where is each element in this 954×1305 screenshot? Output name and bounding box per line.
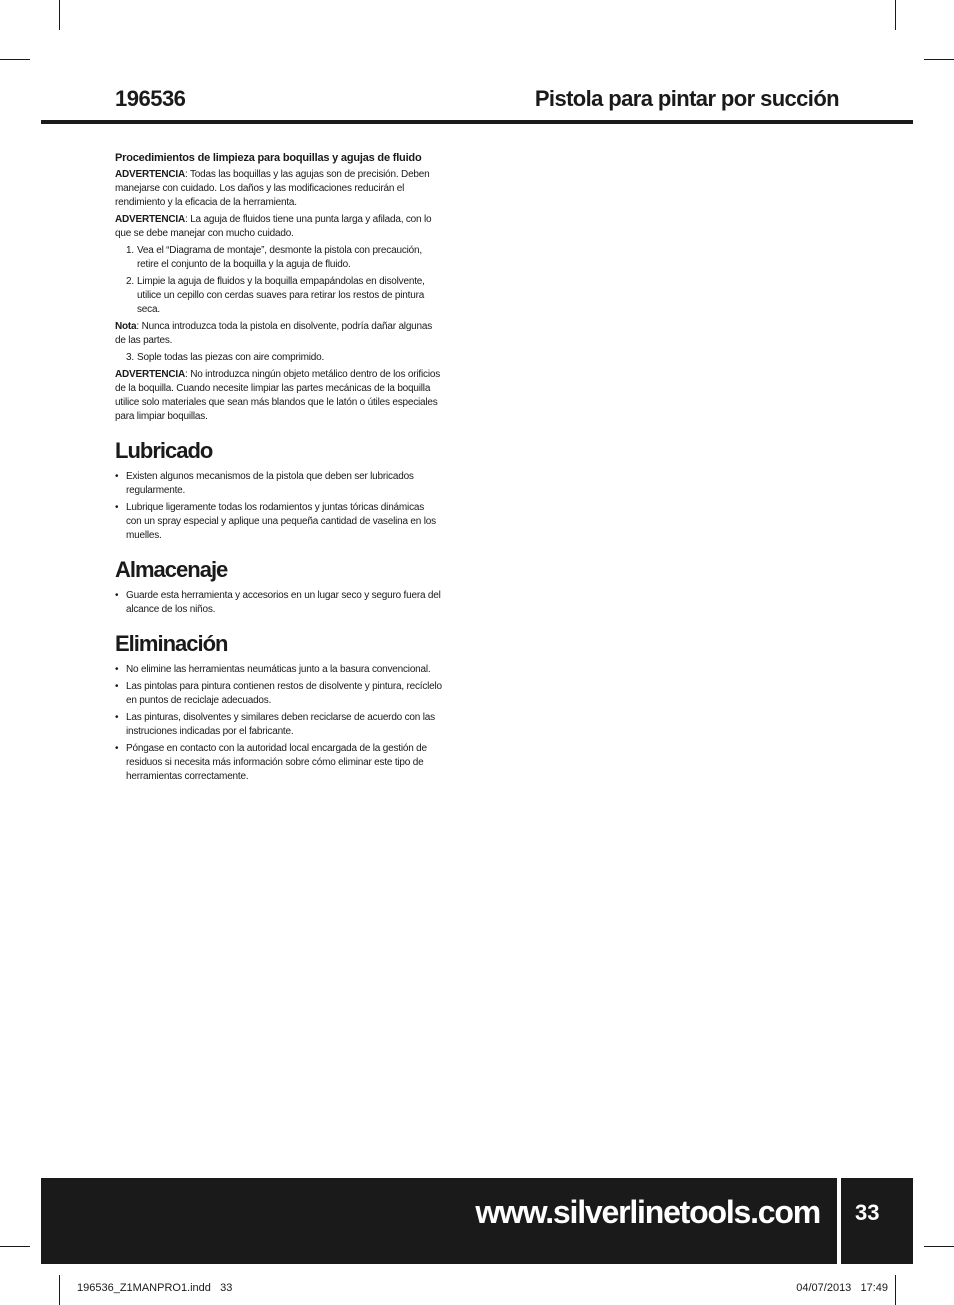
product-code: 196536	[115, 86, 186, 111]
warning-text: : No introduzca ningún objeto metálico dentro de los orificios de la boquilla. Cuando necesite limpiar las partes mecánicas de la boquilla utilice solo materiales que sean más blandos que le latón o útiles especiales para limpiar boquillas.	[115, 369, 441, 422]
bullet-icon: •	[115, 471, 119, 482]
steps-list	[115, 244, 442, 317]
steps-list	[115, 351, 442, 365]
crop-mark-top-right-v	[895, 0, 896, 30]
crop-mark-top-left-h	[0, 59, 30, 60]
crop-mark-top-right-h	[924, 59, 954, 60]
warning-paragraph	[115, 213, 442, 241]
cleaning-heading: Procedimientos de limpieza para boquillas y agujas de fluido	[115, 152, 422, 164]
bullet-icon: •	[115, 590, 119, 601]
warning-label: ADVERTENCIA	[115, 369, 186, 380]
section-title-disposal: Eliminación	[115, 631, 228, 656]
crop-mark-bottom-left-h	[0, 1246, 30, 1247]
date-slug: 04/07/2013 17:49	[796, 1282, 888, 1294]
step-number: 1.	[126, 245, 134, 256]
bullet-icon: •	[115, 664, 119, 675]
list-item-text: Lubrique ligeramente todas los rodamientos y juntas tóricas dinámicas con un spray especial y aplique una pequeña cantidad de vaselina en los muelles.	[126, 502, 436, 541]
warning-paragraph	[115, 168, 442, 210]
storage-list	[115, 589, 442, 617]
list-item-text: Las pintolas para pintura contienen restos de disolvente y pintura, recíclelo en puntos de reciclaje adecuados.	[126, 681, 442, 706]
step-text: Sople todas las piezas con aire comprimido.	[137, 352, 325, 363]
note-paragraph	[115, 320, 442, 348]
step-number: 2.	[126, 276, 134, 287]
page-number: 33	[855, 1200, 880, 1225]
step-text: Limpie la aguja de fluidos y la boquilla empapándolas en disolvente, utilice un cepillo con cerdas suaves para retirar los restos de pintura seca.	[137, 276, 425, 315]
list-item	[115, 589, 442, 617]
list-item	[115, 663, 442, 677]
list-item-text: Póngase en contacto con la autoridad local encargada de la gestión de residuos si necesita más información sobre cómo eliminar este tipo de herramientas correctamente.	[126, 743, 427, 782]
warning-label: ADVERTENCIA	[115, 169, 186, 180]
step-number: 3.	[126, 352, 134, 363]
bullet-icon: •	[115, 502, 119, 513]
list-item-text: Guarde esta herramienta y accesorios en un lugar seco y seguro fuera del alcance de los niños.	[126, 590, 441, 615]
list-item	[115, 742, 442, 784]
section-title-storage: Almacenaje	[115, 557, 228, 582]
header-rule	[41, 120, 913, 124]
bullet-icon: •	[115, 743, 119, 754]
lubrication-list	[115, 470, 442, 543]
note-label: Nota	[115, 321, 137, 332]
step-item	[115, 244, 442, 272]
step-text: Vea el “Diagrama de montaje”, desmonte la pistola con precaución, retire el conjunto de la boquilla y la aguja de fluido.	[137, 245, 422, 270]
list-item	[115, 711, 442, 739]
list-item-text: No elimine las herramientas neumáticas junto a la basura convencional.	[126, 664, 431, 675]
crop-mark-bottom-right-v	[895, 1275, 896, 1305]
warning-text: : Todas las boquillas y las agujas son de precisión. Deben manejarse con cuidado. Los daños y las modificaciones reducirán el rendimiento y la eficacia de la herramienta.	[115, 169, 430, 208]
step-item	[115, 275, 442, 317]
file-slug: 196536_Z1MANPRO1.indd 33	[77, 1282, 233, 1294]
page-title: Pistola para pintar por succión	[534, 86, 839, 111]
list-item	[115, 470, 442, 498]
disposal-list	[115, 663, 442, 784]
list-item	[115, 501, 442, 543]
bullet-icon: •	[115, 681, 119, 692]
list-item	[115, 680, 442, 708]
section-title-lubrication: Lubricado	[115, 438, 213, 463]
crop-mark-top-left-v	[59, 0, 60, 30]
note-text: : Nunca introduzca toda la pistola en disolvente, podría dañar algunas de las partes.	[115, 321, 433, 346]
page-number-box	[841, 1178, 913, 1264]
website-link[interactable]: www.silverlinetools.com	[475, 1194, 820, 1230]
crop-mark-bottom-right-h	[924, 1246, 954, 1247]
footer-bar	[41, 1178, 837, 1264]
step-item	[115, 351, 442, 365]
list-item-text: Existen algunos mecanismos de la pistola que deben ser lubricados regularmente.	[126, 471, 414, 496]
bullet-icon: •	[115, 712, 119, 723]
warning-label: ADVERTENCIA	[115, 214, 186, 225]
list-item-text: Las pinturas, disolventes y similares deben reciclarse de acuerdo con las instruciones indicadas por el fabricante.	[126, 712, 435, 737]
warning-paragraph	[115, 368, 442, 424]
warning-text: : La aguja de fluidos tiene una punta larga y afilada, con lo que se debe manejar con mucho cuidado.	[115, 214, 432, 239]
content-column	[115, 152, 442, 787]
crop-mark-bottom-left-v	[59, 1275, 60, 1305]
